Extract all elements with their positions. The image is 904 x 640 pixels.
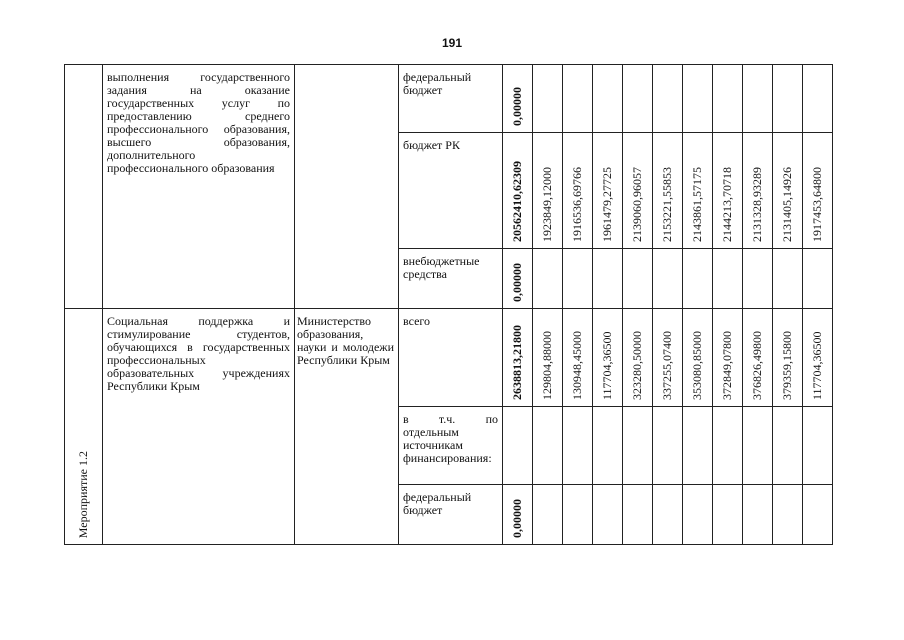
year-value: 117704,36500 — [600, 331, 614, 400]
year-cell — [743, 133, 773, 249]
year-cell — [803, 407, 833, 485]
measure-cell — [65, 309, 103, 545]
executor-cell — [295, 309, 399, 545]
year-cell — [563, 249, 593, 309]
year-value: 376826,49800 — [750, 331, 764, 400]
year-cell — [623, 407, 653, 485]
year-value: 1916536,69766 — [570, 167, 584, 242]
page-number: 191 — [441, 36, 463, 50]
year-cell — [593, 485, 623, 545]
year-cell — [773, 249, 803, 309]
year-cell — [803, 65, 833, 133]
year-cell — [653, 407, 683, 485]
year-cell — [623, 249, 653, 309]
year-cell — [563, 65, 593, 133]
year-cell — [683, 407, 713, 485]
table-row — [65, 309, 833, 407]
year-cell — [683, 485, 713, 545]
total-cell — [503, 249, 533, 309]
table-row — [65, 65, 833, 133]
year-value: 1923849,12000 — [540, 167, 554, 242]
source-cell — [399, 65, 503, 133]
year-cell — [593, 249, 623, 309]
total-cell — [503, 407, 533, 485]
year-value: 1961479,27725 — [600, 167, 614, 242]
year-cell — [563, 133, 593, 249]
year-cell — [773, 65, 803, 133]
year-value: 130948,45000 — [570, 331, 584, 400]
year-cell — [683, 65, 713, 133]
total-value: 0,00000 — [510, 499, 524, 538]
year-cell — [713, 485, 743, 545]
year-cell — [683, 249, 713, 309]
year-cell — [803, 309, 833, 407]
year-value: 2153221,55853 — [660, 167, 674, 242]
year-cell — [593, 65, 623, 133]
year-cell — [533, 65, 563, 133]
executor-cell-prev — [295, 65, 399, 309]
source-cell — [399, 133, 503, 249]
source-text: федеральный бюджет — [403, 490, 472, 517]
year-value: 372849,07800 — [720, 331, 734, 400]
year-value: 353080,85000 — [690, 331, 704, 400]
year-cell — [623, 485, 653, 545]
year-cell — [773, 407, 803, 485]
year-value: 117704,36500 — [810, 331, 824, 400]
year-cell — [803, 485, 833, 545]
year-cell — [623, 65, 653, 133]
year-value: 2139060,96057 — [630, 167, 644, 242]
year-value: 2143861,57175 — [690, 167, 704, 242]
year-value: 323280,50000 — [630, 331, 644, 400]
year-cell — [743, 485, 773, 545]
year-cell — [653, 309, 683, 407]
year-value: 2131405,14926 — [780, 167, 794, 242]
source-cell — [399, 407, 503, 485]
year-cell — [593, 133, 623, 249]
year-cell — [653, 65, 683, 133]
year-cell — [563, 309, 593, 407]
year-cell — [803, 133, 833, 249]
year-value: 129804,88000 — [540, 331, 554, 400]
year-cell — [533, 133, 563, 249]
task-cell-prev — [103, 65, 295, 309]
source-cell — [399, 485, 503, 545]
year-cell — [533, 249, 563, 309]
source-cell — [399, 249, 503, 309]
year-cell — [713, 249, 743, 309]
year-cell — [623, 309, 653, 407]
year-cell — [743, 309, 773, 407]
year-cell — [593, 309, 623, 407]
source-text: федеральный бюджет — [403, 70, 472, 97]
year-cell — [563, 485, 593, 545]
year-cell — [533, 485, 563, 545]
program-table — [64, 64, 833, 545]
year-cell — [623, 133, 653, 249]
year-cell — [743, 407, 773, 485]
total-cell — [503, 133, 533, 249]
year-value: 337255,07400 — [660, 331, 674, 400]
source-text: внебюджетные средства — [403, 254, 480, 281]
total-cell — [503, 65, 533, 133]
task-text-prev: выполнения государственного задания на оказание государственных услуг по предоставлению среднего профессионального образования, высшего образования, дополнительного профессионального образования — [107, 70, 290, 175]
measure-cell-prev — [65, 65, 103, 309]
year-cell — [773, 309, 803, 407]
year-cell — [653, 485, 683, 545]
year-cell — [743, 249, 773, 309]
year-cell — [773, 485, 803, 545]
year-value: 2144213,70718 — [720, 167, 734, 242]
total-value: 0,00000 — [510, 263, 524, 302]
year-cell — [713, 133, 743, 249]
year-cell — [743, 65, 773, 133]
total-cell — [503, 485, 533, 545]
source-text: бюджет РК — [403, 138, 460, 152]
year-cell — [683, 309, 713, 407]
executor-text: Министерство образования, науки и молодежи Республики Крым — [297, 314, 394, 367]
year-cell — [773, 133, 803, 249]
total-value: 0,00000 — [510, 87, 524, 126]
year-cell — [713, 407, 743, 485]
year-cell — [533, 407, 563, 485]
year-cell — [653, 133, 683, 249]
total-value: 2638813,21800 — [510, 325, 524, 400]
source-cell — [399, 309, 503, 407]
task-cell — [103, 309, 295, 545]
year-cell — [533, 309, 563, 407]
source-text: в т.ч. по отдельным источникам финансирования: — [403, 412, 498, 465]
year-cell — [713, 65, 743, 133]
total-cell — [503, 309, 533, 407]
year-value: 379359,15800 — [780, 331, 794, 400]
year-cell — [653, 249, 683, 309]
year-cell — [803, 249, 833, 309]
year-value: 1917453,64800 — [810, 167, 824, 242]
measure-label: Мероприятие 1.2 — [76, 450, 90, 538]
total-value: 20562410,62309 — [510, 161, 524, 242]
task-text: Социальная поддержка и стимулирование студентов, обучающихся в государственных профессиональных образовательных учреждениях Республики Крым — [107, 314, 290, 393]
year-value: 2131328,93289 — [750, 167, 764, 242]
year-cell — [683, 133, 713, 249]
year-cell — [563, 407, 593, 485]
source-text: всего — [403, 314, 431, 328]
year-cell — [713, 309, 743, 407]
year-cell — [593, 407, 623, 485]
